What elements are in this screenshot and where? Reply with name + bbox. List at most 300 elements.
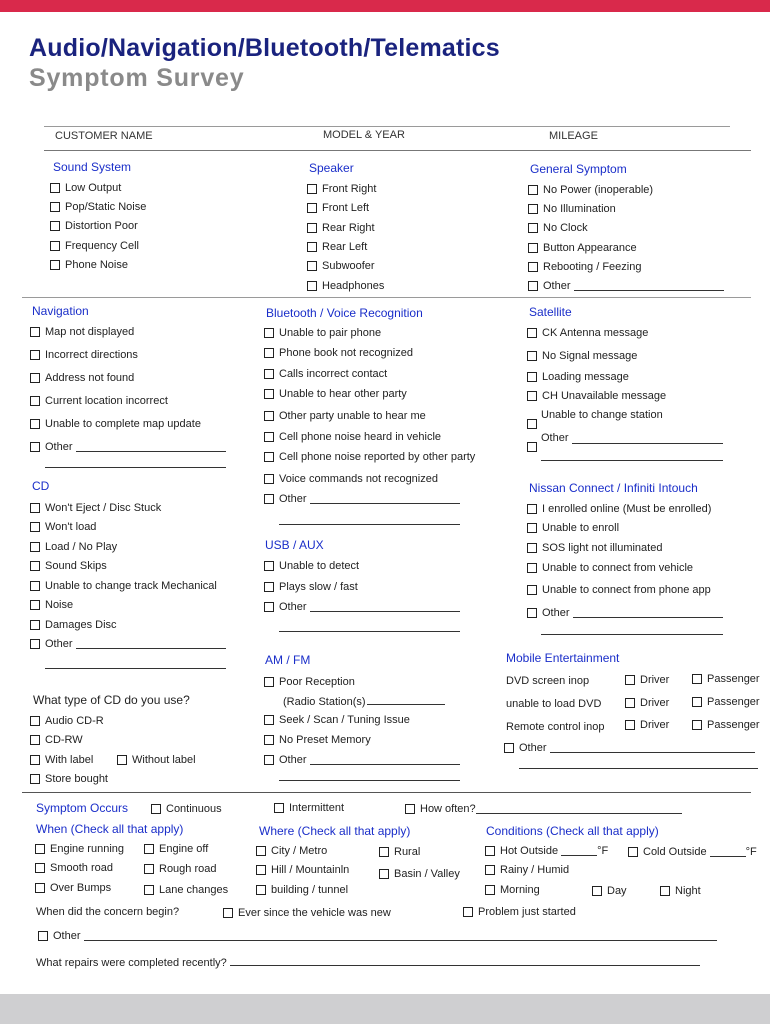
option-label: How often? <box>420 803 476 815</box>
checkbox[interactable] <box>485 885 495 895</box>
option-label: Lane changes <box>159 884 229 896</box>
option-label: Front Left <box>322 202 370 214</box>
option-label: City / Metro <box>271 845 328 857</box>
option-label: Load / No Play <box>45 541 118 553</box>
amfm-option-other[interactable] <box>264 754 460 766</box>
cold-outside-option[interactable] <box>628 846 757 858</box>
option-label: Other <box>45 638 73 650</box>
general-symptom-title: General Symptom <box>530 162 627 176</box>
option-label: Hot Outside <box>500 845 559 857</box>
option-label: No Signal message <box>542 350 638 362</box>
option-label: Basin / Valley <box>394 868 460 880</box>
option-label: Map not displayed <box>45 326 135 338</box>
option-label: Driver <box>640 697 670 709</box>
nissan-option[interactable] <box>527 562 693 574</box>
sound-option[interactable] <box>50 201 146 213</box>
general-option[interactable] <box>528 242 637 254</box>
checkbox[interactable] <box>30 522 40 532</box>
radio-station-line[interactable] <box>367 695 445 705</box>
just-started-option[interactable] <box>463 906 576 918</box>
driver-option[interactable] <box>625 719 669 731</box>
option-label: Loading message <box>542 371 629 383</box>
checkbox[interactable] <box>35 863 45 873</box>
option-label: Audio CD-R <box>45 715 104 727</box>
speaker-option[interactable] <box>307 241 367 253</box>
model-year-field[interactable]: MODEL & YEAR <box>323 129 405 141</box>
checkbox[interactable] <box>264 755 274 765</box>
checkbox[interactable] <box>30 350 40 360</box>
amfm-option[interactable] <box>264 714 410 726</box>
amfm-option[interactable] <box>264 676 355 688</box>
checkbox[interactable] <box>485 846 495 856</box>
navigation-option[interactable] <box>30 418 201 430</box>
checkbox[interactable] <box>30 620 40 630</box>
bluetooth-title: Bluetooth / Voice Recognition <box>266 306 423 320</box>
option-label: Other <box>279 601 307 613</box>
where-option[interactable] <box>256 864 349 876</box>
other-line-2[interactable] <box>279 524 460 525</box>
mobile-row-label: Remote control inop <box>506 721 605 733</box>
checkbox[interactable] <box>35 883 45 893</box>
option-label: Rough road <box>159 863 217 875</box>
customer-name-field[interactable]: CUSTOMER NAME <box>55 130 153 142</box>
option-label: Rear Left <box>322 241 368 253</box>
conditions-option[interactable] <box>592 885 627 897</box>
cd-option[interactable] <box>30 619 117 631</box>
footer-other-option[interactable] <box>38 930 717 942</box>
checkbox[interactable] <box>30 327 40 337</box>
other-line-2[interactable] <box>45 467 226 468</box>
mileage-field[interactable]: MILEAGE <box>549 130 598 142</box>
checkbox[interactable] <box>692 674 702 684</box>
bottom-bar <box>0 994 770 1024</box>
checkbox[interactable] <box>144 864 154 874</box>
satellite-option[interactable] <box>527 327 648 339</box>
option-label: Unable to complete map update <box>45 418 201 430</box>
section-rule <box>22 792 751 793</box>
concern-begin-question: When did the concern begin? <box>36 906 180 918</box>
option-label: Unable to detect <box>279 560 360 572</box>
checkbox[interactable] <box>264 389 274 399</box>
option-label: Current location incorrect <box>45 395 168 407</box>
option-label: Without label <box>132 754 196 766</box>
sound-option[interactable] <box>50 220 138 232</box>
conditions-option[interactable] <box>485 884 540 896</box>
other-line[interactable] <box>310 755 460 765</box>
general-option[interactable] <box>528 203 616 215</box>
option-label: Unable to connect from vehicle <box>542 562 694 574</box>
cd-option[interactable] <box>30 580 217 592</box>
bluetooth-option-other[interactable] <box>264 493 460 505</box>
option-label: Address not found <box>45 372 135 384</box>
sound-option[interactable] <box>50 240 139 252</box>
other-line[interactable] <box>310 494 460 504</box>
nissan-option-other[interactable] <box>527 607 723 619</box>
cd-title: CD <box>32 479 50 493</box>
checkbox[interactable] <box>527 419 537 429</box>
option-label: Phone Noise <box>65 259 128 271</box>
satellite-option[interactable] <box>527 371 629 383</box>
navigation-option[interactable] <box>30 372 134 384</box>
speaker-option[interactable] <box>307 260 375 272</box>
checkbox[interactable] <box>527 608 537 618</box>
temperature-line[interactable] <box>561 846 597 856</box>
general-option[interactable] <box>528 184 653 196</box>
where-option[interactable] <box>379 868 460 880</box>
when-option[interactable] <box>144 843 208 855</box>
navigation-option-other[interactable] <box>30 441 226 453</box>
when-option[interactable] <box>144 863 217 875</box>
satellite-option[interactable] <box>527 350 637 362</box>
navigation-title: Navigation <box>32 304 89 318</box>
checkbox[interactable] <box>30 503 40 513</box>
checkbox[interactable] <box>527 523 537 533</box>
checkbox[interactable] <box>264 494 274 504</box>
radio-station-text: (Radio Station(s) <box>283 696 366 708</box>
cd-option[interactable] <box>30 560 107 572</box>
bluetooth-option[interactable] <box>264 347 413 359</box>
option-label: Morning <box>500 884 540 896</box>
option-label: No Illumination <box>543 203 616 215</box>
option-label: Low Output <box>65 182 122 194</box>
cd-type-option[interactable] <box>30 754 93 766</box>
option-label: Front Right <box>322 183 377 195</box>
checkbox[interactable] <box>528 243 538 253</box>
other-line-2[interactable] <box>541 460 723 461</box>
satellite-option-label: Other <box>541 432 569 444</box>
option-label: Headphones <box>322 280 385 292</box>
hot-outside-option[interactable] <box>485 845 608 857</box>
checkbox[interactable] <box>307 184 317 194</box>
form-subtitle: Symptom Survey <box>29 64 245 92</box>
checkbox[interactable] <box>692 697 702 707</box>
bluetooth-option[interactable] <box>264 431 441 443</box>
checkbox[interactable] <box>660 886 670 896</box>
option-label: Other <box>542 607 570 619</box>
checkbox[interactable] <box>264 474 274 484</box>
checkbox[interactable] <box>625 675 635 685</box>
bluetooth-option[interactable] <box>264 368 387 380</box>
bluetooth-option[interactable] <box>264 388 407 400</box>
checkbox[interactable] <box>30 581 40 591</box>
navigation-option[interactable] <box>30 326 134 338</box>
satellite-option[interactable] <box>527 390 666 402</box>
checkbox[interactable] <box>30 419 40 429</box>
nissan-option[interactable] <box>527 522 619 534</box>
other-line[interactable] <box>76 442 226 452</box>
checkbox[interactable] <box>504 743 514 753</box>
option-label: Store bought <box>45 773 108 785</box>
general-option[interactable] <box>528 261 641 273</box>
conditions-option[interactable] <box>485 864 569 876</box>
navigation-option[interactable] <box>30 349 138 361</box>
option-label: Noise <box>45 599 74 611</box>
temperature-line[interactable] <box>710 847 746 857</box>
checkbox[interactable] <box>50 221 60 231</box>
option-label: Other <box>45 441 73 453</box>
other-line[interactable] <box>572 443 723 444</box>
option-label: Problem just started <box>478 906 576 918</box>
checkbox[interactable] <box>625 698 635 708</box>
checkbox[interactable] <box>692 720 702 730</box>
checkbox[interactable] <box>117 755 127 765</box>
checkbox[interactable] <box>528 281 538 291</box>
checkbox[interactable] <box>30 373 40 383</box>
other-line-2[interactable] <box>279 780 460 781</box>
passenger-option[interactable] <box>692 696 760 708</box>
checkbox[interactable] <box>307 281 317 291</box>
checkbox[interactable] <box>30 600 40 610</box>
checkbox[interactable] <box>256 865 266 875</box>
checkbox[interactable] <box>527 442 537 452</box>
option-label: Night <box>675 885 701 897</box>
option-label: Incorrect directions <box>45 349 138 361</box>
passenger-option[interactable] <box>692 673 760 685</box>
header-top-rule <box>44 126 730 127</box>
option-label: Sound Skips <box>45 560 107 572</box>
checkbox[interactable] <box>30 561 40 571</box>
mobile-entertainment-title: Mobile Entertainment <box>506 651 620 665</box>
speaker-option[interactable] <box>307 280 384 292</box>
option-label: No Power (inoperable) <box>543 184 654 196</box>
usb-option-other[interactable] <box>264 601 460 613</box>
checkbox[interactable] <box>38 931 48 941</box>
checkbox[interactable] <box>30 396 40 406</box>
checkbox[interactable] <box>30 639 40 649</box>
checkbox[interactable] <box>30 442 40 452</box>
option-label: Other <box>519 742 547 754</box>
option-label: Unable to connect from phone app <box>542 584 711 596</box>
checkbox[interactable] <box>30 774 40 784</box>
checkbox[interactable] <box>50 260 60 270</box>
cd-option[interactable] <box>30 502 161 514</box>
checkbox[interactable] <box>144 885 154 895</box>
cd-option-other[interactable] <box>30 638 226 650</box>
usb-title: USB / AUX <box>265 538 324 552</box>
checkbox[interactable] <box>527 504 537 514</box>
nissan-option[interactable] <box>527 542 662 554</box>
checkbox[interactable] <box>264 411 274 421</box>
checkbox[interactable] <box>307 261 317 271</box>
checkbox[interactable] <box>463 907 473 917</box>
checkbox[interactable] <box>307 223 317 233</box>
other-line[interactable] <box>550 743 755 753</box>
satellite-option-label: Unable to change station <box>541 409 663 421</box>
intermittent-option[interactable] <box>274 802 344 814</box>
option-label: Hill / Mountainln <box>271 864 350 876</box>
checkbox[interactable] <box>527 351 537 361</box>
speaker-option[interactable] <box>307 222 375 234</box>
checkbox[interactable] <box>223 908 233 918</box>
checkbox[interactable] <box>264 432 274 442</box>
passenger-option[interactable] <box>692 719 760 731</box>
cd-type-option[interactable] <box>30 734 83 746</box>
driver-option[interactable] <box>625 697 669 709</box>
mobile-row-label: DVD screen inop <box>506 675 590 687</box>
where-option[interactable] <box>379 846 420 858</box>
usb-option[interactable] <box>264 560 359 572</box>
checkbox[interactable] <box>527 563 537 573</box>
general-option[interactable] <box>528 222 588 234</box>
conditions-option[interactable] <box>660 885 701 897</box>
checkbox[interactable] <box>527 585 537 595</box>
option-label: Rear Right <box>322 222 375 234</box>
other-line[interactable] <box>574 281 724 291</box>
checkbox[interactable] <box>30 716 40 726</box>
checkbox[interactable] <box>264 348 274 358</box>
checkbox[interactable] <box>264 677 274 687</box>
where-option[interactable] <box>256 845 327 857</box>
checkbox[interactable] <box>264 561 274 571</box>
checkbox[interactable] <box>528 223 538 233</box>
checkbox[interactable] <box>379 847 389 857</box>
other-line-2[interactable] <box>519 768 758 769</box>
checkbox[interactable] <box>30 735 40 745</box>
option-label: Won't load <box>45 521 97 533</box>
option-label: Seek / Scan / Tuning Issue <box>279 714 410 726</box>
option-label: Other <box>279 754 307 766</box>
repairs-line[interactable] <box>230 956 700 966</box>
checkbox[interactable] <box>35 844 45 854</box>
sound-option[interactable] <box>50 259 128 271</box>
option-label: Phone book not recognized <box>279 347 413 359</box>
option-label: With label <box>45 754 94 766</box>
nissan-connect-title: Nissan Connect / Infiniti Intouch <box>529 481 698 495</box>
bluetooth-option[interactable] <box>264 451 475 463</box>
option-label: Poor Reception <box>279 676 355 688</box>
other-line[interactable] <box>76 639 226 649</box>
cd-option[interactable] <box>30 541 117 553</box>
checkbox[interactable] <box>30 755 40 765</box>
sound-option[interactable] <box>50 182 121 194</box>
checkbox[interactable] <box>379 869 389 879</box>
checkbox[interactable] <box>307 203 317 213</box>
checkbox[interactable] <box>264 715 274 725</box>
option-label: Calls incorrect contact <box>279 368 388 380</box>
usb-option[interactable] <box>264 581 358 593</box>
checkbox[interactable] <box>528 262 538 272</box>
option-label: Rural <box>394 846 421 858</box>
when-option[interactable] <box>35 862 113 874</box>
checkbox[interactable] <box>592 886 602 896</box>
option-label: Frequency Cell <box>65 240 139 252</box>
checkbox[interactable] <box>256 846 266 856</box>
how-often-option[interactable] <box>405 803 682 815</box>
satellite-title: Satellite <box>529 305 572 319</box>
bluetooth-option[interactable] <box>264 327 381 339</box>
where-option[interactable] <box>256 884 348 896</box>
checkbox[interactable] <box>307 242 317 252</box>
option-label: Over Bumps <box>50 882 112 894</box>
option-label: Cell phone noise reported by other party <box>279 451 476 463</box>
checkbox[interactable] <box>527 372 537 382</box>
checkbox[interactable] <box>264 328 274 338</box>
option-label: Continuous <box>166 803 222 815</box>
continuous-option[interactable] <box>151 803 222 815</box>
repairs-text: What repairs were completed recently? <box>36 957 227 969</box>
other-line-2[interactable] <box>279 631 460 632</box>
cd-type-option[interactable] <box>30 773 108 785</box>
nissan-option[interactable] <box>527 584 711 596</box>
speaker-option[interactable] <box>307 183 376 195</box>
checkbox[interactable] <box>274 803 284 813</box>
cd-option[interactable] <box>30 521 96 533</box>
checkbox[interactable] <box>625 720 635 730</box>
nissan-option[interactable] <box>527 503 711 515</box>
checkbox[interactable] <box>528 185 538 195</box>
checkbox[interactable] <box>628 847 638 857</box>
sound-system-title: Sound System <box>53 160 132 174</box>
other-line[interactable] <box>573 608 723 618</box>
option-label: SOS light not illuminated <box>542 542 663 554</box>
checkbox[interactable] <box>485 865 495 875</box>
other-line[interactable] <box>310 602 460 612</box>
other-line-2[interactable] <box>45 668 226 669</box>
checkbox[interactable] <box>528 204 538 214</box>
driver-option[interactable] <box>625 674 669 686</box>
when-option[interactable] <box>144 884 228 896</box>
checkbox[interactable] <box>264 735 274 745</box>
where-title: Where (Check all that apply) <box>259 824 411 838</box>
unit-label: °F <box>597 845 609 857</box>
speaker-option[interactable] <box>307 202 369 214</box>
option-label: Pop/Static Noise <box>65 201 147 213</box>
mobile-option-other[interactable] <box>504 742 755 754</box>
other-line[interactable] <box>84 931 717 941</box>
checkbox[interactable] <box>264 602 274 612</box>
when-option[interactable] <box>35 882 111 894</box>
option-label: Voice commands not recognized <box>279 473 438 485</box>
other-line-2[interactable] <box>541 634 723 635</box>
option-label: CD-RW <box>45 734 83 746</box>
checkbox[interactable] <box>144 844 154 854</box>
checkbox[interactable] <box>527 391 537 401</box>
navigation-option[interactable] <box>30 395 168 407</box>
bluetooth-option[interactable] <box>264 410 426 422</box>
checkbox[interactable] <box>50 183 60 193</box>
cd-option[interactable] <box>30 599 73 611</box>
option-label: Unable to enroll <box>542 522 620 534</box>
bluetooth-option[interactable] <box>264 473 438 485</box>
checkbox[interactable] <box>527 543 537 553</box>
checkbox[interactable] <box>264 369 274 379</box>
general-option-other[interactable] <box>528 280 724 292</box>
option-label: Unable to hear other party <box>279 388 407 400</box>
option-label: Rainy / Humid <box>500 864 570 876</box>
option-label: Other <box>279 493 307 505</box>
how-often-line[interactable] <box>476 804 682 814</box>
mobile-row-label: unable to load DVD <box>506 698 602 710</box>
option-label: Distortion Poor <box>65 220 138 232</box>
checkbox[interactable] <box>527 328 537 338</box>
checkbox[interactable] <box>264 582 274 592</box>
checkbox[interactable] <box>50 202 60 212</box>
checkbox[interactable] <box>405 804 415 814</box>
checkbox[interactable] <box>50 241 60 251</box>
when-option[interactable] <box>35 843 124 855</box>
ever-since-new-option[interactable] <box>223 907 391 919</box>
option-label: Cell phone noise heard in vehicle <box>279 431 442 443</box>
checkbox[interactable] <box>151 804 161 814</box>
checkbox[interactable] <box>256 885 266 895</box>
amfm-option[interactable] <box>264 734 371 746</box>
option-label: Passenger <box>707 719 760 731</box>
cd-type-option[interactable] <box>117 754 196 766</box>
checkbox[interactable] <box>30 542 40 552</box>
checkbox[interactable] <box>264 452 274 462</box>
conditions-title: Conditions (Check all that apply) <box>486 824 659 838</box>
cd-type-option[interactable] <box>30 715 104 727</box>
